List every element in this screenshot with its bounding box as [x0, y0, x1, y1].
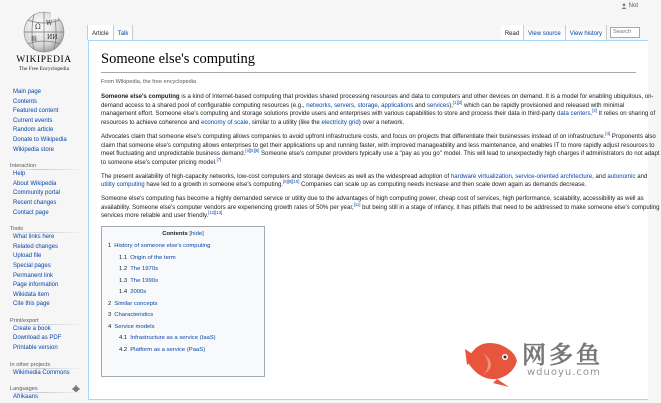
search-input[interactable]: Search	[610, 27, 640, 38]
link-applications[interactable]: applications	[381, 101, 414, 109]
divider	[10, 324, 84, 325]
tab-view-source[interactable]: View source	[524, 25, 566, 40]
toc-item-number: 3	[108, 312, 112, 319]
sidebar-item-help[interactable]: Help	[13, 171, 26, 178]
sidebar-languages-nav	[0, 393, 88, 403]
page-title: Someone else's computing	[101, 51, 636, 73]
sidebar-item-printable-version[interactable]: Printable version	[13, 345, 58, 352]
sidebar-item-related-changes[interactable]: Related changes	[13, 243, 59, 250]
toc-item[interactable]	[108, 333, 258, 345]
sidebar-heading-tools[interactable]	[0, 226, 88, 232]
svg-text:ИИ: ИИ	[47, 34, 58, 41]
personal-tools	[621, 3, 638, 9]
sidebar-heading-label: Tools	[10, 226, 24, 233]
sidebar-item-recent-changes[interactable]: Recent changes	[13, 199, 57, 206]
sidebar-item-store[interactable]: Wikipedia store	[13, 146, 55, 153]
toc-item-number: 1.4	[119, 289, 128, 296]
sidebar-print-nav	[0, 325, 88, 354]
logo-wordmark: WIKIPEDIA	[16, 55, 72, 65]
toc-item-label: History of someone else's computing	[114, 243, 211, 250]
citation[interactable]: [4][5][6]	[245, 148, 260, 154]
text: and	[635, 172, 648, 180]
text: is a kind of Internet-based computing that provides shared processing resources and data to computers and other devices on demand. It is a model for enabling ubiquitous, on-demand access to a shared pool of configurable computing resources (e.g.,	[101, 93, 654, 109]
link-utility-computing[interactable]: utility computing	[101, 181, 145, 189]
link-hardware-virtualization[interactable]: hardware virtualization	[450, 172, 512, 180]
text: ,	[511, 172, 516, 180]
namespace-tabs	[87, 25, 133, 40]
sidebar-item-community-portal[interactable]: Community portal	[13, 190, 61, 197]
toc-item-label: Platform as a service (PaaS)	[130, 346, 206, 353]
text: have led to a growth in someone else's computing.	[144, 181, 284, 189]
citation[interactable]: [7]	[216, 156, 222, 162]
sidebar-item-create-book[interactable]: Create a book	[13, 325, 51, 332]
paragraph-2	[101, 130, 661, 168]
toc-item-number: 4.2	[119, 346, 128, 353]
logo-tagline: The Free Encyclopedia	[19, 66, 69, 72]
toc-item[interactable]	[108, 276, 258, 288]
toc-item-label: Infrastructure as a service (IaaS)	[130, 335, 216, 342]
user-icon	[621, 3, 627, 9]
sidebar-item-wikimedia-commons[interactable]: Wikimedia Commons	[13, 369, 70, 376]
sidebar-main-nav	[0, 88, 88, 155]
paragraph-3	[101, 173, 661, 190]
citation[interactable]: [4]	[605, 130, 611, 136]
sidebar-heading-projects[interactable]	[0, 362, 88, 368]
sidebar-heading-label: Print/export	[10, 317, 39, 324]
citation[interactable]: [8][9][10]	[283, 179, 300, 185]
toc-item[interactable]	[108, 241, 258, 253]
sidebar-item-permanent-link[interactable]: Permanent link	[13, 272, 54, 279]
toc-item-label: 2000s	[130, 289, 147, 296]
text: Proponents also claim that someone else's computing allows enterprises to get their applications up and running faster, with improved manageability and less maintenance, and enables IT to more rapidly adjust resources to meet fluctuating and unpredictable business demand.	[101, 132, 656, 158]
toc-item-label: Service models	[114, 323, 155, 330]
sidebar-heading-languages[interactable]	[0, 386, 88, 392]
divider	[10, 368, 84, 369]
fish-logo-icon	[463, 331, 523, 387]
citation[interactable]: [3]	[592, 108, 597, 114]
toc-item[interactable]	[108, 299, 258, 311]
wikipedia-logo[interactable]	[10, 10, 78, 72]
watermark-title: 网多鱼	[522, 341, 603, 369]
sidebar-heading-print[interactable]	[0, 318, 88, 324]
text: Advocates claim that someone else's computing allows companies to avoid upfront infrastructure costs, and focus on projects that differentiate their businesses instead of on infrastructure.	[101, 132, 606, 140]
text: but being still in a stage of infancy, it has pitfalls that need to be addressed to make someone else's computing services more reliable and user friendly.	[101, 203, 660, 220]
toc-item[interactable]	[108, 253, 258, 265]
toc-item[interactable]	[108, 287, 258, 299]
paragraph-1	[101, 93, 661, 128]
toc-hide-toggle[interactable]: [hide]	[189, 231, 204, 238]
citation[interactable]: [11]	[353, 201, 361, 207]
divider	[10, 169, 84, 170]
site-subtitle: From Wikipedia, the free encyclopedia	[101, 79, 197, 85]
toc-item-number: 1.1	[119, 254, 128, 261]
text: Someone else's computer providers typically use a "pay as you go" model. This will lead to unexpectedly high charges if administrators do not adapt to someone else's computer pricing model.	[101, 150, 660, 166]
sidebar-item-upload-file[interactable]: Upload file	[13, 253, 42, 260]
citation[interactable]: [1][2]	[453, 99, 463, 105]
text: and	[413, 101, 427, 109]
sidebar-item-featured-content[interactable]: Featured content	[13, 108, 59, 115]
divider	[10, 232, 84, 233]
link-economy-of-scale[interactable]: economy of scale	[200, 119, 249, 127]
toc-heading: Contents	[162, 231, 188, 238]
sidebar-item-main-page[interactable]: Main page	[13, 89, 42, 95]
toc-item[interactable]	[108, 345, 258, 357]
table-of-contents	[101, 226, 265, 377]
text: ),	[449, 101, 453, 109]
divider	[10, 392, 84, 393]
toc-item-number: 1.2	[119, 266, 128, 273]
article-subject-bold: Someone else's computing	[101, 93, 180, 100]
text: .	[590, 110, 593, 118]
tab-read[interactable]: Read	[501, 25, 524, 40]
link-servers[interactable]: servers	[334, 101, 355, 109]
toc-title	[108, 231, 258, 237]
text: Someone else's computing has become a highly demanded service or utility due to the advantages of high computing power, cheap cost of services, high performance, scalability, accessibility as well as availability. Someone else's computer vendors are experiencing growth rates of 50% per year,	[101, 195, 644, 211]
text: , and	[592, 172, 608, 180]
sidebar-item-cite-this-page[interactable]: Cite this page	[13, 301, 50, 308]
sidebar-item-page-information[interactable]: Page information	[13, 282, 59, 289]
toc-item-label: Origin of the term	[130, 254, 176, 261]
toc-item-label: Characteristics	[114, 312, 154, 319]
sidebar-projects-nav	[0, 369, 88, 379]
sidebar-item-contents[interactable]: Contents	[13, 98, 38, 105]
sidebar-item-wikidata-item[interactable]: Wikidata item	[13, 291, 50, 298]
sidebar-item-current-events[interactable]: Current events	[13, 117, 53, 124]
text: ) over a network.	[358, 119, 405, 127]
toc-item[interactable]	[108, 322, 258, 334]
link-autonomic[interactable]: autonomic	[607, 172, 636, 180]
link-services[interactable]: services	[426, 101, 450, 109]
text: ,	[330, 101, 335, 109]
toc-item-label: The 1970s	[130, 266, 159, 273]
text: , similar to a utility (like the	[248, 119, 322, 127]
text: It relies on sharing of resources to achieve coherence and	[101, 110, 656, 127]
text: The present availability of high-capacity networks, low-cost computers and storage devices as well as the widespread adoption of	[101, 172, 451, 180]
toc-item-label: Similar concepts	[114, 300, 158, 307]
svg-text:Ω: Ω	[35, 23, 41, 31]
svg-text:W: W	[46, 20, 53, 27]
toc-item-number: 1.3	[119, 277, 128, 284]
toc-list	[108, 241, 258, 356]
sidebar-heading-interaction	[0, 163, 88, 169]
toc-item-label: The 1990s	[130, 277, 159, 284]
puzzle-globe-icon	[22, 10, 66, 54]
sidebar-item-special-pages[interactable]: Special pages	[13, 262, 51, 269]
view-tabs	[501, 25, 640, 40]
tab-article[interactable]: Article	[87, 25, 114, 40]
toc-item-number: 2	[108, 300, 112, 307]
sidebar-heading-label: Languages	[10, 386, 38, 393]
tab-view-history[interactable]: View history	[566, 25, 607, 40]
link-service-oriented-architecture[interactable]: service-oriented architecture	[515, 172, 593, 180]
toc-item-number: 4	[108, 323, 112, 330]
text: which can be rapidly provisioned and released with minimal management effort. Someone else's computing and storage solutions provide users and enterprises with various capabilities to store and process their data in third-party	[101, 101, 625, 118]
toc-item[interactable]	[108, 310, 258, 322]
svg-text:維: 維	[31, 36, 38, 43]
paragraph-4	[101, 195, 661, 221]
sidebar-tools-nav	[0, 233, 88, 310]
link-electricity-grid[interactable]: electricity grid	[321, 119, 359, 127]
sidebar	[0, 88, 88, 403]
sidebar-item-what-links-here[interactable]: What links here	[13, 234, 55, 241]
toc-item-number: 1	[108, 243, 112, 250]
sidebar-heading-label: Interaction	[10, 163, 37, 170]
sidebar-item-contact[interactable]: Contact page	[13, 209, 49, 216]
link-networks[interactable]: networks	[306, 101, 331, 109]
link-storage[interactable]: storage	[357, 101, 378, 109]
sidebar-item-about[interactable]: About Wikipedia	[13, 180, 57, 187]
sidebar-interaction-nav	[0, 170, 88, 218]
sidebar-heading-label: In other projects	[10, 361, 51, 368]
toc-item-number: 4.1	[119, 335, 128, 342]
citation[interactable]: [12][13]	[208, 210, 223, 216]
text: ,	[354, 101, 358, 109]
link-data-centers[interactable]: data centers	[556, 110, 591, 118]
text: ,	[377, 101, 382, 109]
sidebar-item-language-afrikaans[interactable]: Afrikaans	[13, 394, 39, 401]
watermark-url: wduoyu.com	[527, 367, 601, 378]
sidebar-item-random-article[interactable]: Random article	[13, 127, 54, 134]
sidebar-item-donate[interactable]: Donate to Wikipedia	[13, 136, 67, 143]
sidebar-item-download-pdf[interactable]: Download as PDF	[13, 335, 62, 342]
toc-item[interactable]	[108, 264, 258, 276]
watermark	[463, 325, 640, 397]
text: Companies can scale up as computing needs increase and then scale down again as demands decrease.	[299, 181, 587, 189]
tab-talk[interactable]: Talk	[114, 25, 134, 40]
not-logged-in-text[interactable]: Not	[628, 3, 638, 9]
